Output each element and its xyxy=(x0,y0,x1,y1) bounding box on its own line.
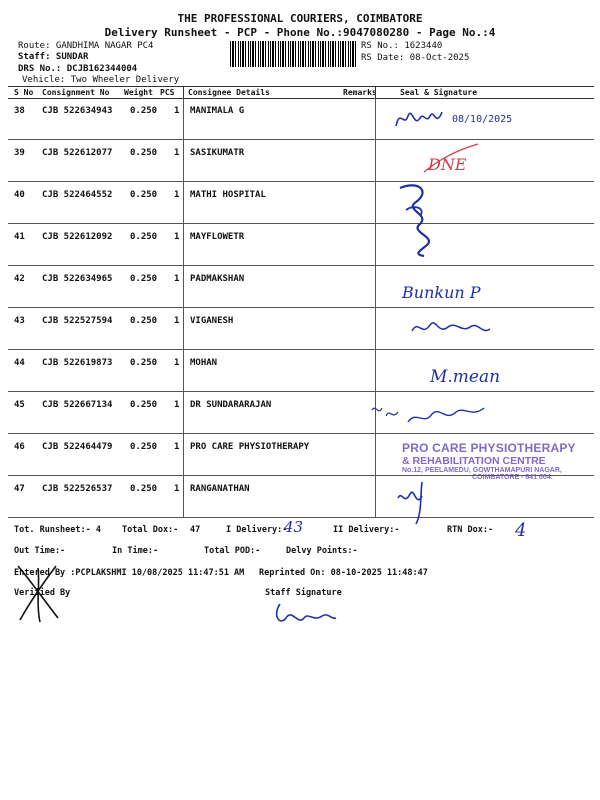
row-consignment-no: CJB 522612077 xyxy=(42,148,113,158)
row-sno: 43 xyxy=(14,316,25,326)
row-pcs: 1 xyxy=(174,190,180,200)
signature-row-43 xyxy=(408,313,498,343)
row-pcs: 1 xyxy=(174,484,180,494)
signature-row-40-41 xyxy=(390,180,450,258)
row-sno: 44 xyxy=(14,358,25,368)
row-divider xyxy=(375,182,376,224)
table-row xyxy=(8,392,594,434)
row-sno: 39 xyxy=(14,148,25,158)
row-pcs: 1 xyxy=(174,400,180,410)
row-consignment-no: CJB 522464552 xyxy=(42,190,113,200)
col-divider xyxy=(375,86,376,98)
total-dox-label: Total Dox:- xyxy=(122,525,179,535)
row44-signed-name: M.mean xyxy=(430,367,501,387)
entered-by: Entered By :PCPLAKSHMI 10/08/2025 11:47:51 AM xyxy=(14,568,245,578)
row-sno: 45 xyxy=(14,400,25,410)
row-consignment-no: CJB 522527594 xyxy=(42,316,113,326)
col-sno: S No xyxy=(14,88,34,97)
table-row xyxy=(8,224,594,266)
row-consignee: PRO CARE PHYSIOTHERAPY xyxy=(190,442,310,452)
row-consignee: VIGANESH xyxy=(190,316,234,326)
row-weight: 0.250 xyxy=(130,232,158,242)
row-divider xyxy=(375,266,376,308)
staff-signature-label: Staff Signature xyxy=(265,588,342,598)
stamp-line-3: No.12, PEELAMEDU, GOWTHAMAPURI NAGAR, xyxy=(402,467,562,474)
row-divider xyxy=(183,266,184,308)
signature-row-39 xyxy=(420,138,500,180)
row-divider xyxy=(183,434,184,476)
row-divider xyxy=(183,182,184,224)
row-sno: 47 xyxy=(14,484,25,494)
total-dox-value: 47 xyxy=(190,525,201,535)
row-consignee: MOHAN xyxy=(190,358,218,368)
reprinted-on: Reprinted On: 08-10-2025 11:48:47 xyxy=(259,568,428,578)
row-consignee: DR SUNDARARAJAN xyxy=(190,400,272,410)
out-time-label: Out Time:- xyxy=(14,546,66,556)
row-pcs: 1 xyxy=(174,232,180,242)
row-consignee: SASIKUMATR xyxy=(190,148,245,158)
delvy-points-label: Delvy Points:- xyxy=(286,546,358,556)
table-row xyxy=(8,182,594,224)
row-consignment-no: CJB 522464479 xyxy=(42,442,113,452)
row-divider xyxy=(183,476,184,518)
row-divider xyxy=(375,308,376,350)
row-consignee: MANIMALA G xyxy=(190,106,245,116)
col-consignment: Consignment No xyxy=(42,88,110,97)
row-consignment-no: CJB 522634965 xyxy=(42,274,113,284)
row-consignment-no: CJB 522667134 xyxy=(42,400,113,410)
ii-delivery-label: II Delivery:- xyxy=(333,525,400,535)
row-pcs: 1 xyxy=(174,274,180,284)
signature-row-44 xyxy=(430,360,530,390)
rs-date: RS Date: 08-Oct-2025 xyxy=(361,53,470,63)
row42-signed-name: Bunkun P xyxy=(402,283,481,302)
row-divider xyxy=(183,224,184,266)
row-consignment-no: CJB 522619873 xyxy=(42,358,113,368)
signature-row-38 xyxy=(390,98,530,138)
signature-row-42 xyxy=(402,270,512,306)
rtn-dox-label: RTN Dox:- xyxy=(447,525,494,535)
row-divider xyxy=(375,224,376,266)
col-divider xyxy=(183,86,184,98)
runsheet-title: Delivery Runsheet - PCP - Phone No.:9047080280 - Page No.:4 xyxy=(104,26,496,39)
rtn-dox-handwritten: 4 xyxy=(515,520,527,541)
header-top-rule xyxy=(8,86,594,87)
row-weight: 0.250 xyxy=(130,442,158,452)
row-pcs: 1 xyxy=(174,316,180,326)
rs-number: RS No.: 1623440 xyxy=(361,41,443,51)
row-pcs: 1 xyxy=(174,442,180,452)
row-divider xyxy=(183,308,184,350)
stamp-line-1: PRO CARE PHYSIOTHERAPY xyxy=(402,441,576,455)
row-weight: 0.250 xyxy=(130,316,158,326)
row-consignee: MAYFLOWETR xyxy=(190,232,245,242)
row-pcs: 1 xyxy=(174,358,180,368)
row-consignee: MATHI HOSPITAL xyxy=(190,190,266,200)
clinic-rubber-stamp xyxy=(402,441,584,493)
col-remarks: Remarks xyxy=(343,88,377,97)
i-delivery-handwritten: 43 xyxy=(284,518,304,536)
row-divider xyxy=(183,350,184,392)
total-pod-label: Total POD:- xyxy=(204,546,261,556)
row-pcs: 1 xyxy=(174,148,180,158)
row-weight: 0.250 xyxy=(130,148,158,158)
row-sno: 38 xyxy=(14,106,25,116)
row-divider xyxy=(375,350,376,392)
row-consignment-no: CJB 522526537 xyxy=(42,484,113,494)
row-sno: 40 xyxy=(14,190,25,200)
row-divider xyxy=(183,392,184,434)
row-divider xyxy=(375,98,376,140)
tot-runsheet: Tot. Runsheet:- 4 xyxy=(14,525,101,535)
row-divider xyxy=(375,140,376,182)
row-divider xyxy=(375,476,376,518)
in-time-label: In Time:- xyxy=(112,546,159,556)
row-consignment-no: CJB 522634943 xyxy=(42,106,113,116)
row-weight: 0.250 xyxy=(130,190,158,200)
drs-number: DRS No.: DCJB162344004 xyxy=(18,64,138,74)
row-consignee: RANGANATHAN xyxy=(190,484,250,494)
row-sno: 42 xyxy=(14,274,25,284)
verified-by-label: Verified By xyxy=(14,588,71,598)
row-pcs: 1 xyxy=(174,106,180,116)
signature-row-45 xyxy=(368,400,498,434)
table-row xyxy=(8,140,594,182)
vehicle-label: Vehicle: Two Wheeler Delivery xyxy=(22,75,180,85)
company-name: THE PROFESSIONAL COURIERS, COIMBATORE xyxy=(177,12,423,25)
i-delivery-label: I Delivery:- xyxy=(226,525,288,535)
row-weight: 0.250 xyxy=(130,106,158,116)
barcode xyxy=(230,41,358,67)
col-weight: Weight xyxy=(124,88,153,97)
table-row xyxy=(8,308,594,350)
verified-signature xyxy=(10,560,70,626)
row-weight: 0.250 xyxy=(130,274,158,284)
row39-initial: DNE xyxy=(428,155,467,174)
row-weight: 0.250 xyxy=(130,484,158,494)
col-seal-signature: Seal & Signature xyxy=(400,88,478,97)
row-sno: 46 xyxy=(14,442,25,452)
row-weight: 0.250 xyxy=(130,400,158,410)
row-divider xyxy=(375,434,376,476)
row-divider xyxy=(183,140,184,182)
staff-signature xyxy=(270,596,340,632)
col-consignee: Consignee Details xyxy=(188,88,270,97)
row-consignment-no: CJB 522612092 xyxy=(42,232,113,242)
route-label: Route: GANDHIMA NAGAR PC4 xyxy=(18,41,154,51)
row-divider xyxy=(183,98,184,140)
staff-label: Staff: SUNDAR xyxy=(18,52,89,62)
stamp-line-2: & REHABILITATION CENTRE xyxy=(402,455,546,467)
col-pcs: PCS xyxy=(160,88,175,97)
row38-date: 08/10/2025 xyxy=(452,114,513,125)
row-consignee: PADMAKSHAN xyxy=(190,274,245,284)
stamp-line-4: COIMBATORE - 641 004. xyxy=(472,474,553,481)
row-sno: 41 xyxy=(14,232,25,242)
row-weight: 0.250 xyxy=(130,358,158,368)
